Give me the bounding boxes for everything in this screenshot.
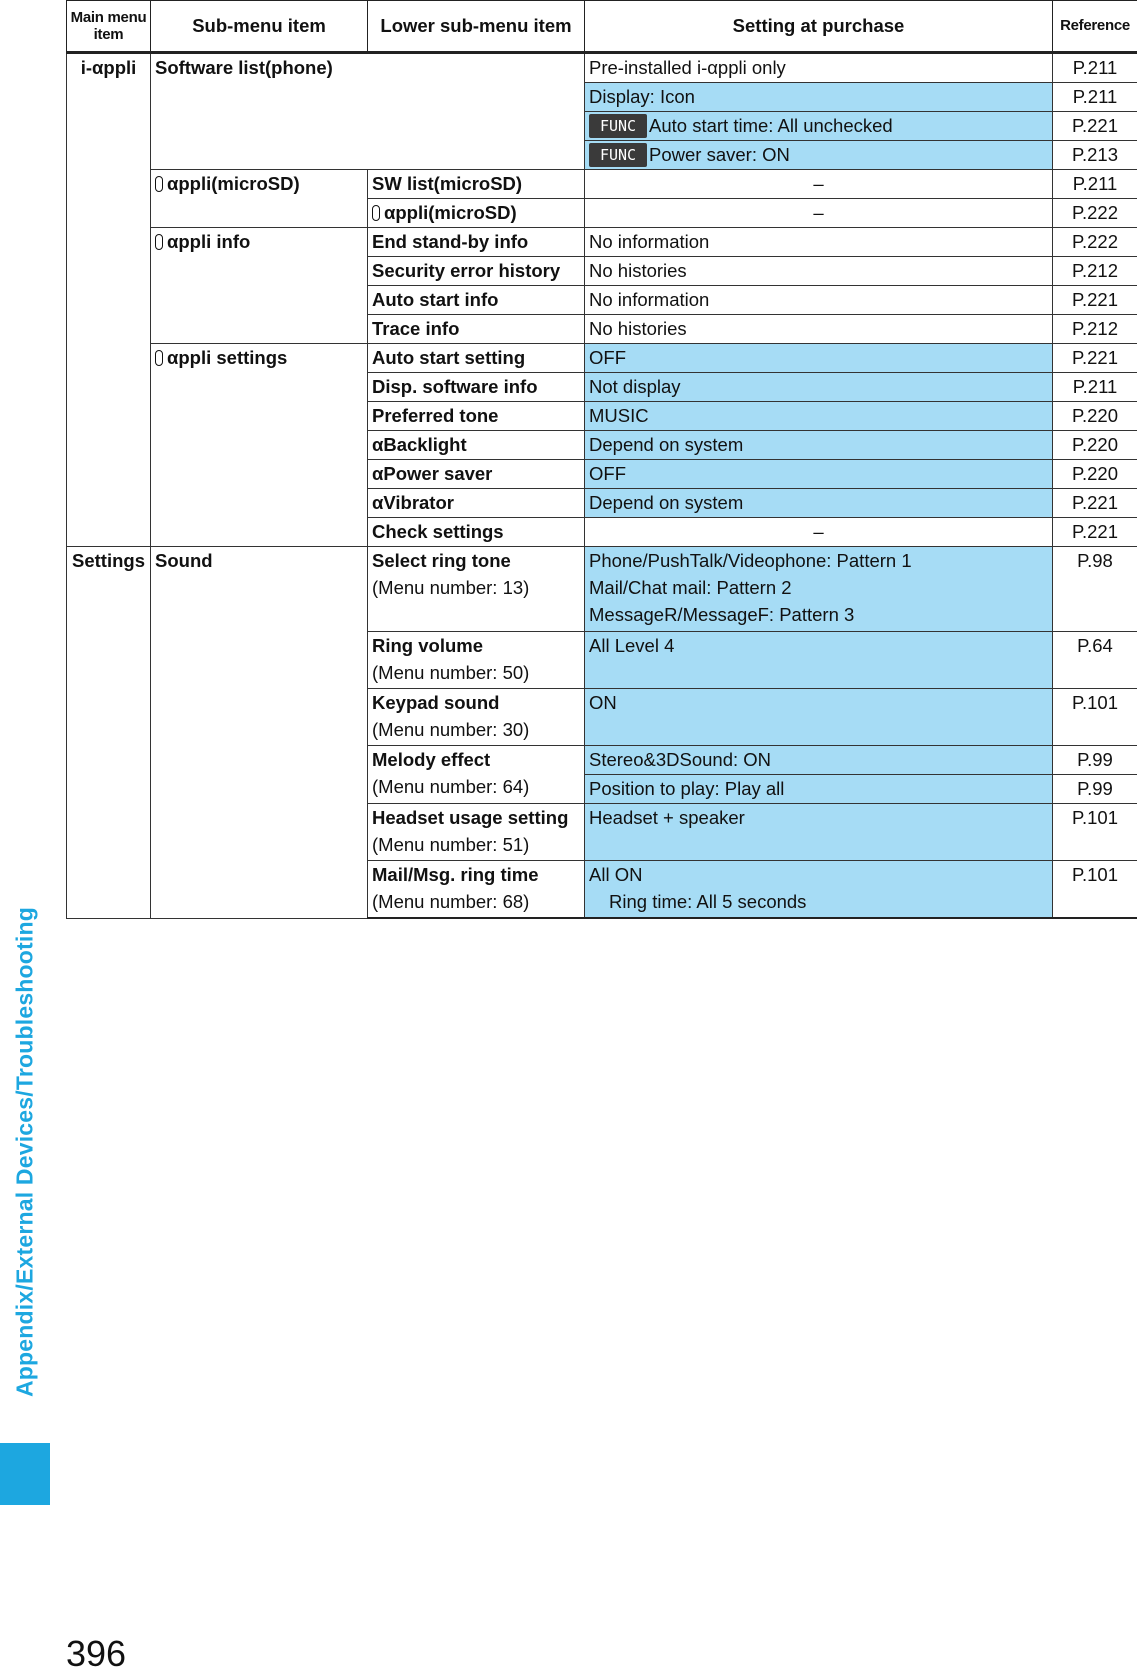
lower-item	[368, 632, 585, 689]
table-row	[67, 53, 1137, 83]
reference-value: P.101	[1053, 861, 1137, 919]
section-title: Appendix/External Devices/Troubleshooting	[12, 907, 39, 1397]
reference-value: P.221	[1053, 344, 1137, 373]
reference-value: P.211	[1053, 53, 1137, 83]
lower-item	[368, 547, 585, 632]
lower-item-label: Headset usage setting	[372, 807, 568, 828]
lower-item: Disp. software info	[368, 373, 585, 402]
lower-item: SW list(microSD)	[368, 170, 585, 199]
reference-value: P.211	[1053, 373, 1137, 402]
reference-value: P.220	[1053, 460, 1137, 489]
setting-value: Position to play: Play all	[585, 775, 1053, 804]
menu-number: (Menu number: 51)	[372, 831, 580, 858]
reference-value: P.212	[1053, 315, 1137, 344]
i-mode-icon	[155, 176, 163, 192]
sub-item-label: αppli(microSD)	[167, 173, 300, 194]
menu-number: (Menu number: 68)	[372, 888, 580, 915]
lower-item: Trace info	[368, 315, 585, 344]
table-row	[67, 547, 1137, 632]
main-item-iappli: i-αppli	[67, 53, 151, 547]
lower-item	[368, 689, 585, 746]
setting-value: No histories	[585, 315, 1053, 344]
setting-value-with-func	[585, 141, 1053, 170]
reference-value: P.213	[1053, 141, 1137, 170]
setting-value: Not display	[585, 373, 1053, 402]
setting-value: No information	[585, 286, 1053, 315]
reference-value: P.211	[1053, 170, 1137, 199]
sub-item-appli-settings	[151, 344, 368, 547]
table-row	[67, 344, 1137, 373]
setting-line: All ON	[589, 861, 1048, 888]
lower-item-label: Ring volume	[372, 635, 483, 656]
reference-value: P.101	[1053, 689, 1137, 746]
table-row	[67, 228, 1137, 257]
menu-number: (Menu number: 13)	[372, 574, 580, 601]
lower-item	[368, 804, 585, 861]
reference-value: P.99	[1053, 746, 1137, 775]
lower-item: Auto start setting	[368, 344, 585, 373]
setting-value: –	[585, 518, 1053, 547]
setting-line: Ring time: All 5 seconds	[589, 888, 1048, 915]
setting-line: Phone/PushTalk/Videophone: Pattern 1	[589, 547, 1048, 574]
setting-value	[585, 547, 1053, 632]
reference-value: P.222	[1053, 199, 1137, 228]
reference-value: P.221	[1053, 286, 1137, 315]
setting-value: Stereo&3DSound: ON	[585, 746, 1053, 775]
reference-value: P.64	[1053, 632, 1137, 689]
reference-value: P.221	[1053, 518, 1137, 547]
lower-item: αPower saver	[368, 460, 585, 489]
setting-value: No histories	[585, 257, 1053, 286]
i-mode-icon	[372, 205, 380, 221]
reference-value: P.98	[1053, 547, 1137, 632]
header-sub-menu-item: Sub-menu item	[151, 1, 368, 53]
lower-item-label: Mail/Msg. ring time	[372, 864, 539, 885]
setting-value: No information	[585, 228, 1053, 257]
setting-value: Headset + speaker	[585, 804, 1053, 861]
sub-item-software-list: Software list(phone)	[151, 53, 585, 170]
lower-item: Preferred tone	[368, 402, 585, 431]
reference-value: P.222	[1053, 228, 1137, 257]
table-row	[67, 170, 1137, 199]
lower-item: Security error history	[368, 257, 585, 286]
header-main-menu-item: Main menu item	[67, 1, 151, 53]
section-tab-marker	[0, 1443, 50, 1505]
setting-value-with-func	[585, 112, 1053, 141]
i-mode-icon	[155, 350, 163, 366]
setting-line: MessageR/MessageF: Pattern 3	[589, 601, 1048, 628]
section-sidebar	[0, 0, 50, 1505]
header-row	[67, 1, 1137, 53]
setting-value: Depend on system	[585, 431, 1053, 460]
main-item-settings: Settings	[67, 547, 151, 919]
lower-item: αVibrator	[368, 489, 585, 518]
reference-value: P.220	[1053, 402, 1137, 431]
reference-value: P.99	[1053, 775, 1137, 804]
reference-value: P.101	[1053, 804, 1137, 861]
lower-item: End stand-by info	[368, 228, 585, 257]
sub-item-sound: Sound	[151, 547, 368, 919]
func-key-icon: FUNC	[589, 114, 647, 138]
menu-number: (Menu number: 64)	[372, 773, 580, 800]
reference-value: P.212	[1053, 257, 1137, 286]
lower-item-label: Select ring tone	[372, 550, 511, 571]
sub-item-label: αppli info	[167, 231, 250, 252]
settings-table	[66, 0, 1137, 919]
setting-value: –	[585, 170, 1053, 199]
sub-item-appli-microsd	[151, 170, 368, 228]
setting-value: OFF	[585, 460, 1053, 489]
page-number: 396	[66, 1636, 126, 1672]
lower-item: Auto start info	[368, 286, 585, 315]
setting-value: –	[585, 199, 1053, 228]
setting-value: Depend on system	[585, 489, 1053, 518]
lower-item: Check settings	[368, 518, 585, 547]
lower-item-label: Keypad sound	[372, 692, 499, 713]
func-key-icon: FUNC	[589, 143, 647, 167]
header-reference: Reference	[1053, 1, 1137, 53]
setting-value: Display: Icon	[585, 83, 1053, 112]
setting-line: Mail/Chat mail: Pattern 2	[589, 574, 1048, 601]
menu-number: (Menu number: 50)	[372, 659, 580, 686]
header-setting-at-purchase: Setting at purchase	[585, 1, 1053, 53]
lower-item: αBacklight	[368, 431, 585, 460]
header-lower-sub-menu-item: Lower sub-menu item	[368, 1, 585, 53]
lower-item	[368, 861, 585, 919]
sub-item-appli-info	[151, 228, 368, 344]
reference-value: P.221	[1053, 112, 1137, 141]
setting-value: OFF	[585, 344, 1053, 373]
i-mode-icon	[155, 234, 163, 250]
menu-number: (Menu number: 30)	[372, 716, 580, 743]
setting-value: ON	[585, 689, 1053, 746]
sub-item-label: αppli settings	[167, 347, 287, 368]
lower-item	[368, 746, 585, 804]
setting-value: All Level 4	[585, 632, 1053, 689]
setting-text: Power saver: ON	[649, 144, 790, 165]
reference-value: P.211	[1053, 83, 1137, 112]
lower-item	[368, 199, 585, 228]
reference-value: P.221	[1053, 489, 1137, 518]
lower-item-label: αppli(microSD)	[384, 202, 517, 223]
setting-text: Auto start time: All unchecked	[649, 115, 893, 136]
reference-value: P.220	[1053, 431, 1137, 460]
lower-item-label: Melody effect	[372, 749, 490, 770]
setting-value: Pre-installed i-αppli only	[585, 53, 1053, 83]
setting-value: MUSIC	[585, 402, 1053, 431]
setting-value	[585, 861, 1053, 919]
